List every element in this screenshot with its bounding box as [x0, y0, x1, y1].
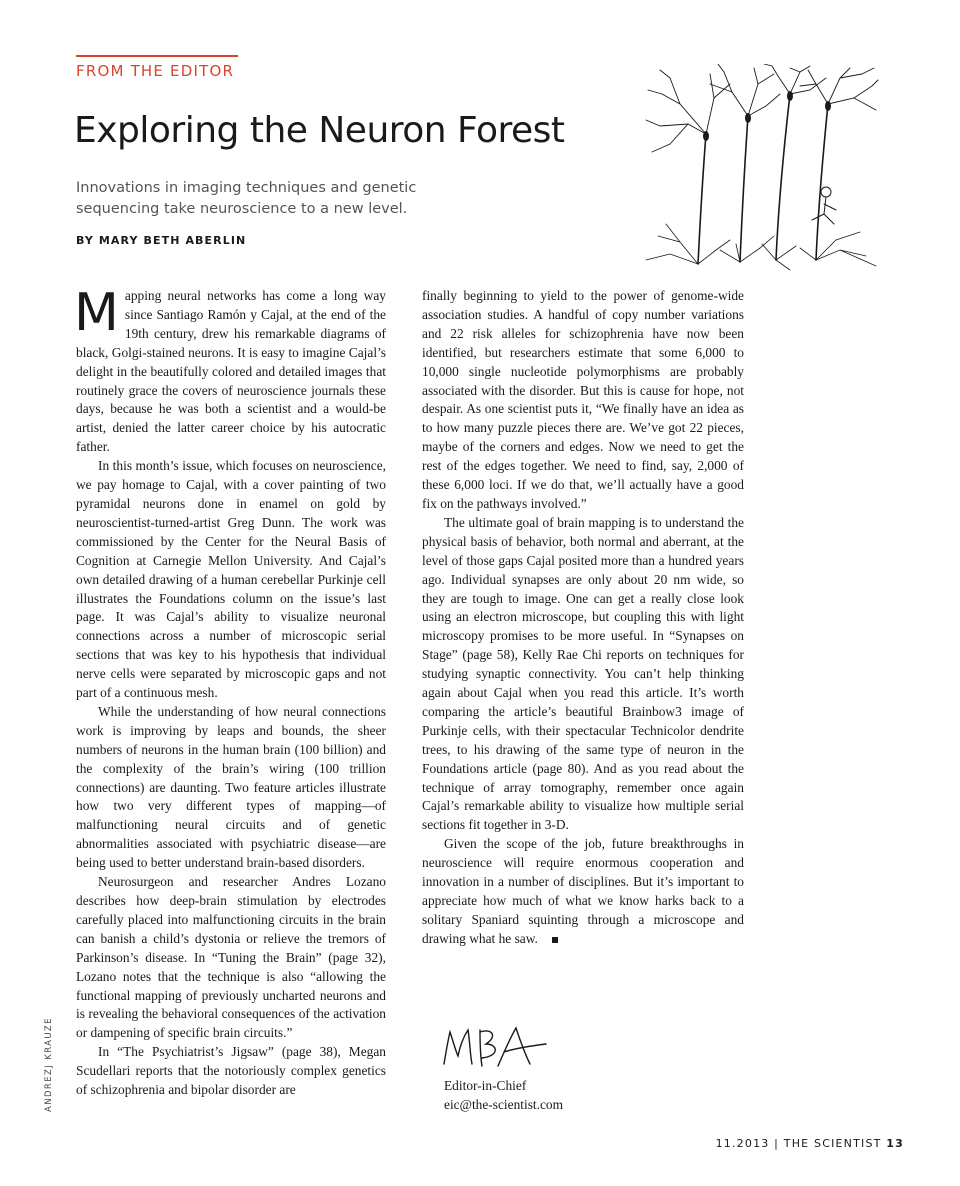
- article-paragraph: In this month’s issue, which focuses on neuroscience, we pay homage to Cajal, with a cover painting of two pyramidal neurons done in enamel on gold by neuroscientist-turned-artist Greg Dunn. The work was commissioned by the Center for the Neural Basis of Cognition at Carnegie Mellon University. And Cajal’s own detailed drawing of a human cerebellar Purkinje cell illustrates the Foundations column on the issue’s last page. It was Cajal’s ability to visualize neuronal connections across a number of microscopic serial sections that was key to his hypothesis that individual nerve cells were separated by microscopic gaps and not part of a continuous mesh.: [76, 458, 386, 701]
- article-paragraph: finally beginning to yield to the power of genome-wide association studies. A handful of copy number variations and 22 risk alleles for schizophrenia have now been identified, but researchers estimate that some 6,000 to 10,000 single nucleotide polymorphisms are probably associated with the disorder. But this is cause for hope, not despair. As one scientist puts it, “We finally have an idea as to how many puzzle pieces there are. We’ve got 22 pieces, maybe of the corners and edges. Now we need to get the rest of the edges together. We need to find, say, 2,000 of these 6,000 loci. If we do that, we’ll actually have a good fix on the pathways involved.”: [422, 288, 744, 511]
- paragraph-text: Given the scope of the job, future breakthroughs in neuroscience will require enormous cooperation and innovation in a number of disciplines. But it’s important to appreciate how much of what we know harks back to a solitary Spaniard squinting through a microscope and drawing what he saw.: [422, 836, 744, 946]
- signature-graphic: [440, 1022, 550, 1072]
- section-label: FROM THE EDITOR: [76, 62, 235, 80]
- end-mark-icon: [552, 937, 558, 943]
- paragraph-text: apping neural networks has come a long way since Santiago Ramón y Cajal, at the end of the 19th century, drew his remarkable diagrams of black, Golgi-stained neurons. It is easy to imagine Cajal’s delight in the beautifully colored and detailed images that routinely grace the covers of neuroscience journals these days, because he was both a scientist and a would-be artist, denied the latter career choice by his autocratic father.: [76, 288, 386, 455]
- article-paragraph: The ultimate goal of brain mapping is to understand the physical basis of behavior, both normal and aberrant, at the level of those gaps Cajal posited more than a hundred years ago. Individual synapses are only about 20 nm wide, so they are tough to image. One can get a really close look using an electron microscope, but coupling this with light microscopy promises to be more useful. In “Synapses on Stage” (page 58), Kelly Rae Chi reports on techniques for studying synaptic connectivity. You can’t help thinking again about Cajal when you read this article. It’s worth comparing the article’s beautiful Brainbow3 image of Purkinje cells, with their spectacular Technicolor dendrite trees, to his drawing of the same type of neuron in the Foundations article (page 80). And as you read about the technique of array tomography, remember once again Cajal’s remarkable ability to visualize how multiple serial sections fit together in 3-D.: [422, 514, 744, 833]
- signature-role: Editor-in-Chief: [444, 1078, 527, 1093]
- byline: BY MARY BETH ABERLIN: [76, 234, 247, 247]
- article-column-left: [74, 283, 386, 1100]
- section-rule: [76, 55, 238, 57]
- article-paragraph: [422, 835, 744, 948]
- neuron-forest-illustration: [640, 64, 880, 272]
- page-title: Exploring the Neuron Forest: [74, 110, 565, 151]
- article-paragraph: In “The Psychiatrist’s Jigsaw” (page 38), Megan Scudellari reports that the notoriously complex genetics of schizophrenia and bipolar disorder are: [76, 1044, 386, 1098]
- drop-cap: M: [74, 283, 119, 343]
- article-paragraph: Neurosurgeon and researcher Andres Lozano describes how deep-brain stimulation by electrodes carefully placed into malfunctioning circuits in the brain can banish a child’s dystonia or relieve the tremors of Parkinson’s disease. In “Tuning the Brain” (page 32), Lozano notes that the technique is also “allowing the functional mapping of previously uncharted neurons and is revealing the behavioral consequences of the activation or dampening of specific brain circuits.”: [76, 874, 386, 1041]
- article-column-right: [422, 287, 744, 949]
- article-paragraph: While the understanding of how neural connections work is improving by leaps and bounds, the sheer numbers of neurons in the human brain (100 billion) and the complexity of the brain’s wiring (100 trillion connections) are daunting. Two feature articles illustrate how two very different types of mapping—of malfunctioning neural circuits and of genetic abnormalities associated with psychiatric disease—are being used to better understand brain-based disorders.: [76, 703, 386, 871]
- subtitle: Innovations in imaging techniques and genetic sequencing take neuroscience to a new level.: [76, 180, 417, 217]
- issue-label: 11.2013 | THE SCIENTIST: [715, 1137, 882, 1150]
- page-footer: [716, 1137, 904, 1150]
- photo-credit: ANDREZJ KRAUZE: [44, 1017, 54, 1112]
- signature-email: eic@the-scientist.com: [444, 1097, 564, 1112]
- page-number: 13: [886, 1137, 904, 1150]
- article-paragraph: [74, 283, 386, 457]
